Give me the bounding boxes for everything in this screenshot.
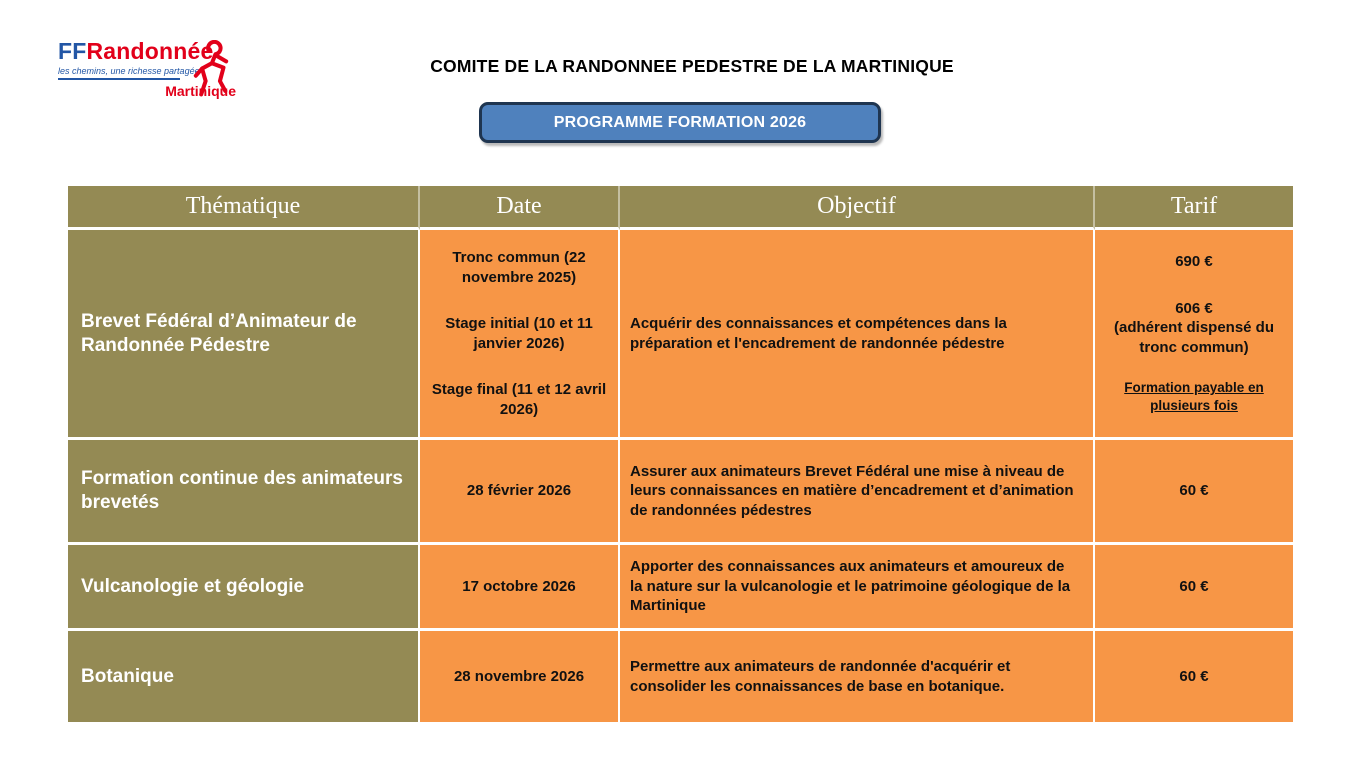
cell-date: 28 février 2026 bbox=[420, 440, 620, 545]
table-header-row bbox=[68, 186, 1293, 230]
program-formation-button: PROGRAMME FORMATION 2026 bbox=[479, 102, 881, 143]
col-header-thematique: Thématique bbox=[68, 186, 420, 230]
cell-tarif: 60 € bbox=[1095, 631, 1293, 722]
cell-thematique: Formation continue des animateurs brevetés bbox=[68, 440, 420, 545]
tarif-secondary: 606 € bbox=[1175, 299, 1213, 317]
tarif-footnote: Formation payable en plusieurs fois bbox=[1124, 380, 1264, 413]
tarif-note: (adhérent dispensé du tronc commun) bbox=[1113, 319, 1275, 356]
date-line-stage-initial: Stage initial (10 et 11 janvier 2026) bbox=[445, 315, 593, 352]
cell-tarif bbox=[1095, 230, 1293, 440]
cell-date: 28 novembre 2026 bbox=[420, 631, 620, 722]
formation-table bbox=[68, 186, 1293, 722]
cell-objectif: Permettre aux animateurs de randonnée d'acquérir et consolider les connaissances de base en botanique. bbox=[620, 631, 1095, 722]
tarif-main: 690 € bbox=[1175, 253, 1213, 271]
logo-region-label: Martinique bbox=[165, 83, 236, 99]
logo-tagline: les chemins, une richesse partagée bbox=[58, 66, 180, 80]
logo-name-text: Randonnée bbox=[86, 38, 214, 64]
table-row-brevet-federal bbox=[68, 230, 1293, 440]
cell-objectif: Apporter des connaissances aux animateurs et amoureux de la nature sur la vulcanologie et le patrimoine géologique de la Martinique bbox=[620, 545, 1095, 631]
col-header-date: Date bbox=[420, 186, 620, 230]
cell-objectif: Assurer aux animateurs Brevet Fédéral une mise à niveau de leurs connaissances en matière d’encadrement et d’animation de randonnées pédestres bbox=[620, 440, 1095, 545]
table-row-formation-continue bbox=[68, 440, 1293, 545]
col-header-objectif: Objectif bbox=[620, 186, 1095, 230]
logo-ff-text: FF bbox=[58, 38, 87, 64]
cell-tarif: 60 € bbox=[1095, 440, 1293, 545]
date-line-tronc-commun: Tronc commun (22 novembre 2025) bbox=[452, 249, 586, 286]
table-row-vulcanologie bbox=[68, 545, 1293, 631]
spacer bbox=[1103, 272, 1285, 299]
cell-thematique: Brevet Fédéral d’Animateur de Randonnée Pédestre bbox=[68, 230, 420, 440]
cell-thematique: Vulcanologie et géologie bbox=[68, 545, 420, 631]
page-title: COMITE DE LA RANDONNEE PEDESTRE DE LA MARTINIQUE bbox=[430, 56, 954, 76]
spacer bbox=[1103, 357, 1285, 379]
date-line-stage-final: Stage final (11 et 12 avril 2026) bbox=[431, 381, 607, 418]
cell-date bbox=[420, 230, 620, 440]
cell-thematique: Botanique bbox=[68, 631, 420, 722]
cell-date: 17 octobre 2026 bbox=[420, 545, 620, 631]
cell-tarif: 60 € bbox=[1095, 545, 1293, 631]
table-row-botanique bbox=[68, 631, 1293, 722]
col-header-tarif: Tarif bbox=[1095, 186, 1293, 230]
cell-objectif: Acquérir des connaissances et compétences dans la préparation et l'encadrement de randonnée pédestre bbox=[620, 230, 1095, 440]
